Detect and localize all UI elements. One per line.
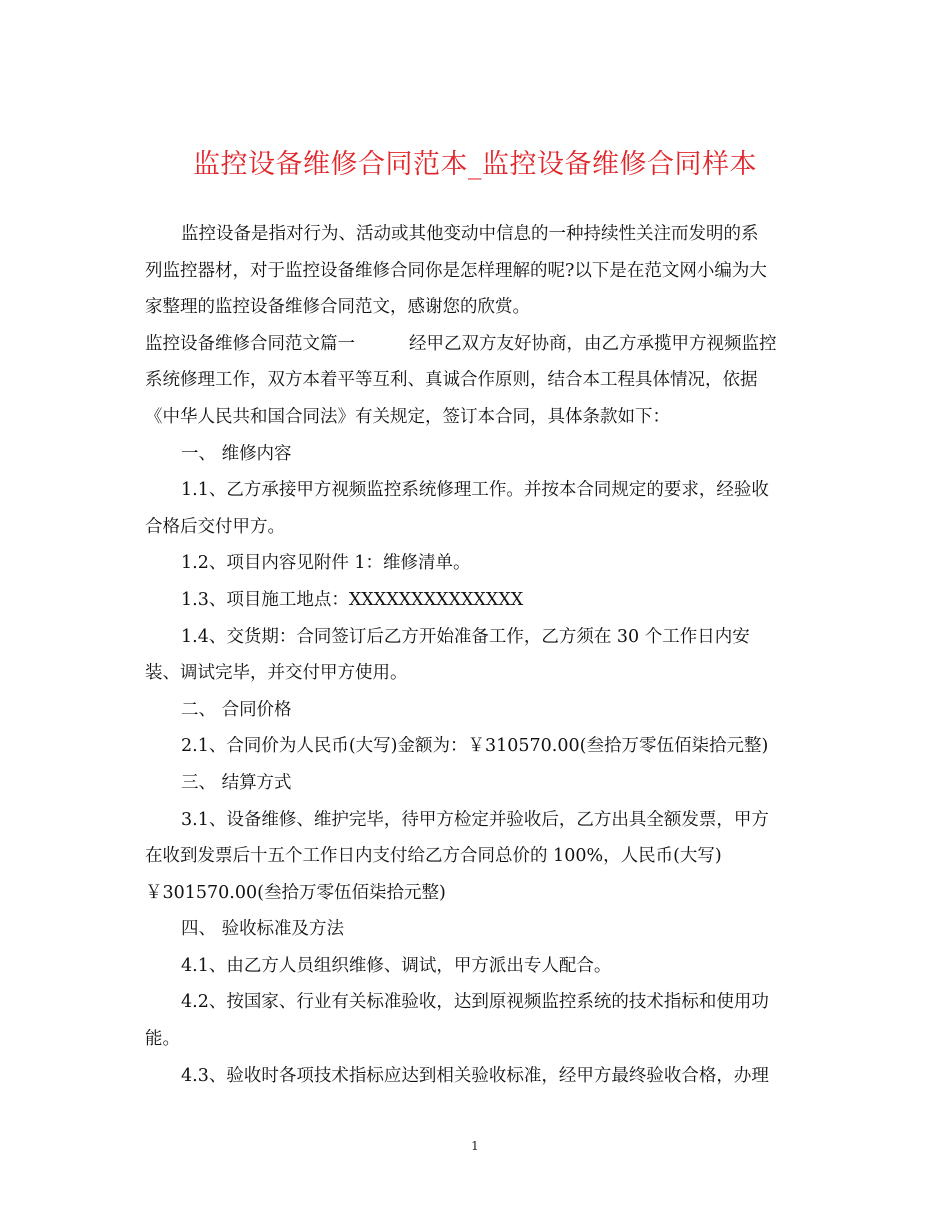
article-first-line: [145, 326, 810, 363]
clause-line: 1.1、乙方承接甲方视频监控系统修理工作。并按本合同规定的要求，经验收: [181, 480, 769, 501]
section-heading: 一、 维修内容: [181, 443, 292, 464]
document-title: 监控设备维修合同范本_监控设备维修合同样本: [193, 149, 757, 180]
intro-line: 监控设备是指对行为、活动或其他变动中信息的一种持续性关注而发明的系: [181, 224, 759, 244]
section-heading: 二、 合同价格: [181, 699, 292, 720]
clause-line: 4.3、验收时各项技术指标应达到相关验收标准，经甲方最终验收合格，办理: [181, 1065, 769, 1086]
clause-line: 4.1、由乙方人员组织维修、调试，甲方派出专人配合。: [181, 955, 612, 976]
clause-line: 合格后交付甲方。: [145, 516, 285, 537]
clause-line: 4.2、按国家、行业有关标准验收，达到原视频监控系统的技术指标和使用功: [181, 992, 769, 1013]
clause-line: ￥301570.00(叁拾万零伍佰柒拾元整): [145, 882, 446, 903]
clause-line: 装、调试完毕，并交付甲方使用。: [145, 663, 408, 684]
clause-line: 能。: [145, 1029, 180, 1050]
article-heading: 监控设备维修合同范文篇一: [145, 333, 355, 354]
article-line: 系统修理工作，双方本着平等互利、真诚合作原则，结合本工程具体情况，依据: [145, 370, 758, 391]
section-heading: 三、 结算方式: [181, 772, 292, 793]
article-line: 《中华人民共和国合同法》有关规定，签订本合同，具体条款如下：: [145, 406, 670, 427]
clause-line: 2.1、合同价为人民币(大写)金额为：￥310570.00(叁拾万零伍佰柒拾元整): [181, 736, 769, 757]
clause-line: 在收到发票后十五个工作日内支付给乙方合同总价的 100%，人民币(大写): [145, 846, 722, 867]
intro-line: 列监控器材，对于监控设备维修合同你是怎样理解的呢?以下是在范文网小编为大: [145, 260, 767, 281]
clause-line: 3.1、设备维修、维护完毕，待甲方检定并验收后，乙方出具全额发票，甲方: [181, 809, 769, 830]
article-line: 经甲乙双方友好协商，由乙方承揽甲方视频监控: [409, 333, 777, 354]
section-heading: 四、 验收标准及方法: [181, 919, 345, 940]
clause-line: 1.4、交货期：合同签订后乙方开始准备工作，乙方须在 30 个工作日内安: [181, 626, 750, 647]
page-number: 1: [471, 1139, 479, 1153]
intro-line: 家整理的监控设备维修合同范文，感谢您的欣赏。: [145, 297, 530, 318]
clause-line: 1.3、项目施工地点：XXXXXXXXXXXXXX: [181, 589, 524, 610]
document-body: [145, 216, 810, 1094]
clause-line: 1.2、项目内容见附件 1：维修清单。: [181, 553, 471, 574]
